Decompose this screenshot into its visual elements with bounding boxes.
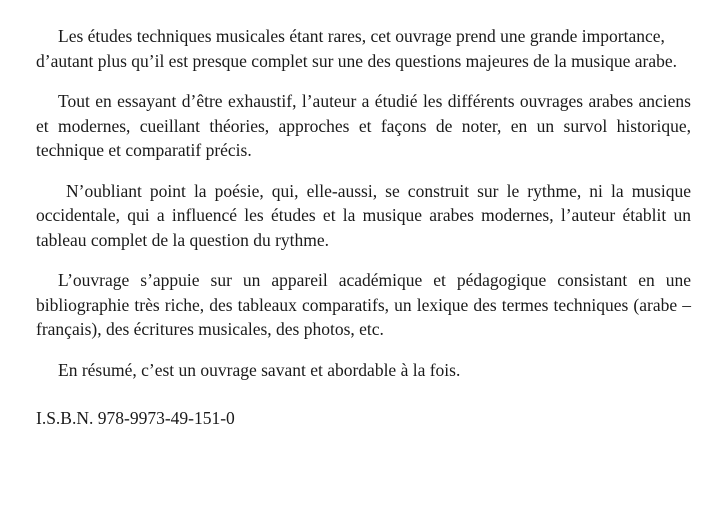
isbn-number: I.S.B.N. 978-9973-49-151-0: [36, 408, 235, 428]
document-body: [36, 24, 691, 431]
paragraph-sources: Tout en essayant d’être exhaustif, l’auteur a étudié les différents ouvrages arabes anciens et modernes, cueillant théories, approches et façons de noter, en un survol historique, technique et comparatif précis.: [36, 91, 691, 160]
paragraph-intro: Les études techniques musicales étant rares, cet ouvrage prend une grande importance, d’autant plus qu’il est presque complet sur une des questions majeures de la musique arabe.: [36, 26, 678, 71]
paragraph-summary: En résumé, c’est un ouvrage savant et abordable à la fois.: [58, 359, 461, 380]
paragraph-rhythm: N’oubliant point la poésie, qui, elle-aussi, se construit sur le rythme, ni la musique occidentale, qui a influencé les études et la musique arabes modernes, l’auteur établit un tableau complet de la question du rythme.: [36, 180, 691, 250]
paragraph-apparatus: L’ouvrage s’appuie sur un appareil académique et pédagogique consistant en une bibliographie très riche, des tableaux comparatifs, un lexique des termes techniques (arabe – français), des écritures musicales, des photos, etc.: [36, 270, 691, 339]
